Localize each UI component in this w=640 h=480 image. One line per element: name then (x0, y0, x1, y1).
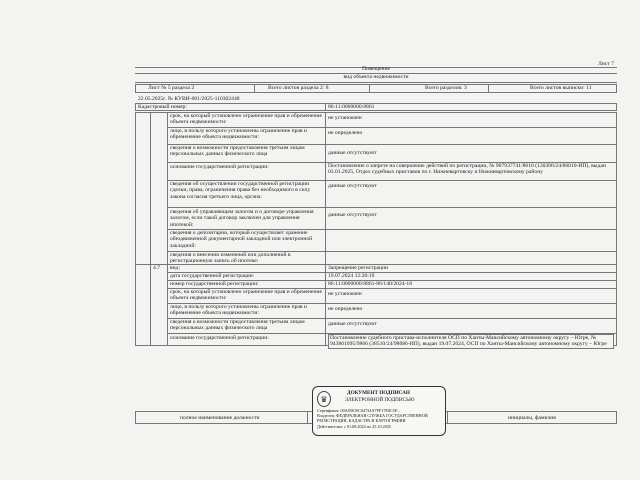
stamp-title: ДОКУМЕНТ ПОДПИСАН (347, 390, 410, 396)
block2-row-value: не определено (328, 306, 363, 312)
stamp-line: Сертификат: 00A05610C04734A7FF17E0C5F... (317, 408, 401, 413)
block2-number: 4.7 (153, 265, 160, 271)
block1-row-0-label-wrap (170, 113, 323, 126)
stamp-line: Действителен: с 01.08.2024 по 25.10.2025 (317, 424, 392, 429)
block1-row-value: не установлен (328, 115, 362, 121)
block2-row-label: вид: (170, 265, 181, 271)
block1-row-label: сведения о депозитарии, который осуществляет хранение обездвиженной документарной закладной или электронной закладной: (170, 230, 313, 249)
block2-row-label: основание государственной регистрации: (170, 335, 269, 341)
sheet-section: Лист № 5 раздела 2 (148, 85, 195, 91)
block1-row-value: не определено (328, 130, 363, 136)
stamp-line: Владелец: ФЕДЕРАЛЬНАЯ СЛУЖБА ГОСУДАРСТВЕННОЙ (317, 413, 428, 418)
emblem-icon: ♛ (317, 391, 331, 407)
block1-row-label: основание государственной регистрации: (170, 164, 269, 170)
block2-row-value: 86:11:0000000:8861-86/140/2024-18 (328, 281, 413, 287)
sheet-label: Лист 7 (598, 61, 614, 67)
block1-row-value: данные отсутствуют (328, 150, 377, 156)
date-number: 22.05.2025г. № КУВИ-001/2025-110302448 (138, 96, 240, 102)
document-subtitle: вид объекта недвижимости (343, 74, 409, 80)
block1-row-label: лицо, в пользу которого установлены ограничение прав и обременение объекта недвижимости: (170, 128, 307, 141)
block2-row-label: сведения о возможности предоставления третьим лицам персональных данных физического лица (170, 319, 305, 332)
block1-row-label: сведения об осуществлении государственной регистрации сделки, права, ограничения права без необходимого в силу закона согласия третьего лица, органа: (170, 181, 311, 200)
block2-row-label: срок, на который установлено ограничение прав и обременение объекта недвижимости: (170, 289, 322, 302)
stamp-subtitle: ЭЛЕКТРОННОЙ ПОДПИСЬЮ (345, 397, 415, 403)
cadastral-row (135, 103, 617, 111)
total-sheets-section: Всего листов раздела 2: 8 (268, 85, 329, 91)
document-title: Помещение (361, 66, 390, 72)
block2-row-value: данные отсутствуют (328, 321, 377, 327)
stamp-line: РЕГИСТРАЦИИ, КАДАСТРА И КАРТОГРАФИИ (317, 418, 406, 423)
block1-row-value: данные отсутствуют (328, 183, 377, 189)
block2-row-value: не установлен (328, 291, 362, 297)
total-sections: Всего разделов: 3 (425, 85, 467, 91)
cadastral-value: 86:11:0000000:8861 (328, 104, 375, 110)
block2-row-label: дата государственной регистрации: (170, 273, 255, 279)
total-sheets-extract: Всего листов выписки: 11 (530, 85, 592, 91)
block1-row-value: данные отсутствуют (328, 212, 377, 218)
name-label: инициалы, фамилия (508, 415, 556, 421)
block1-row-label: сведения о внесении изменений или дополнений в регистрационную запись об ипотеке: (170, 252, 291, 265)
block2-row-label: лицо, в пользу которого установлены ограничение прав и обременение объекта недвижимости: (170, 304, 307, 317)
position-label: полное наименование должности (180, 415, 260, 421)
block2-row-value: 19.07.2024 12:26:19 (328, 273, 375, 279)
block1-row-label: сведения об управляющем залогом и о договоре управления залогом, если такой договор заключен для управления ипотекой: (170, 209, 314, 228)
block2-row-value: Постановление судебного пристава-исполнителя ОСП по Ханты-Мансийскому автономному округу – Югре, № 943801095/9866 (38510/24/98086-ИП), выдан 19.07.2024, ОСП по Ханты-Мансийскому автономному округу – Югре (330, 335, 607, 348)
block1-row-label: сведения о возможности предоставления третьим лицам персональных данных физического лица (170, 145, 305, 158)
block2-row-label: номер государственной регистрации: (170, 281, 259, 287)
electronic-signature-stamp (312, 386, 446, 436)
block1-row-label: срок, на который установлено ограничение прав и обременение объекта недвижимости: (170, 113, 322, 126)
block2-row-value: Запрещение регистрации (328, 265, 388, 271)
block1-row-value: Постановление о запрете на совершение действий по регистрации, № 907937741/8610 (130306/24/86010-ИП), выдан 03.01.2025, Отдел судебных приставов по г. Нижневартовску и Нижневартовскому району (328, 163, 606, 176)
cadastral-label: Кадастровый номер: (138, 104, 187, 110)
